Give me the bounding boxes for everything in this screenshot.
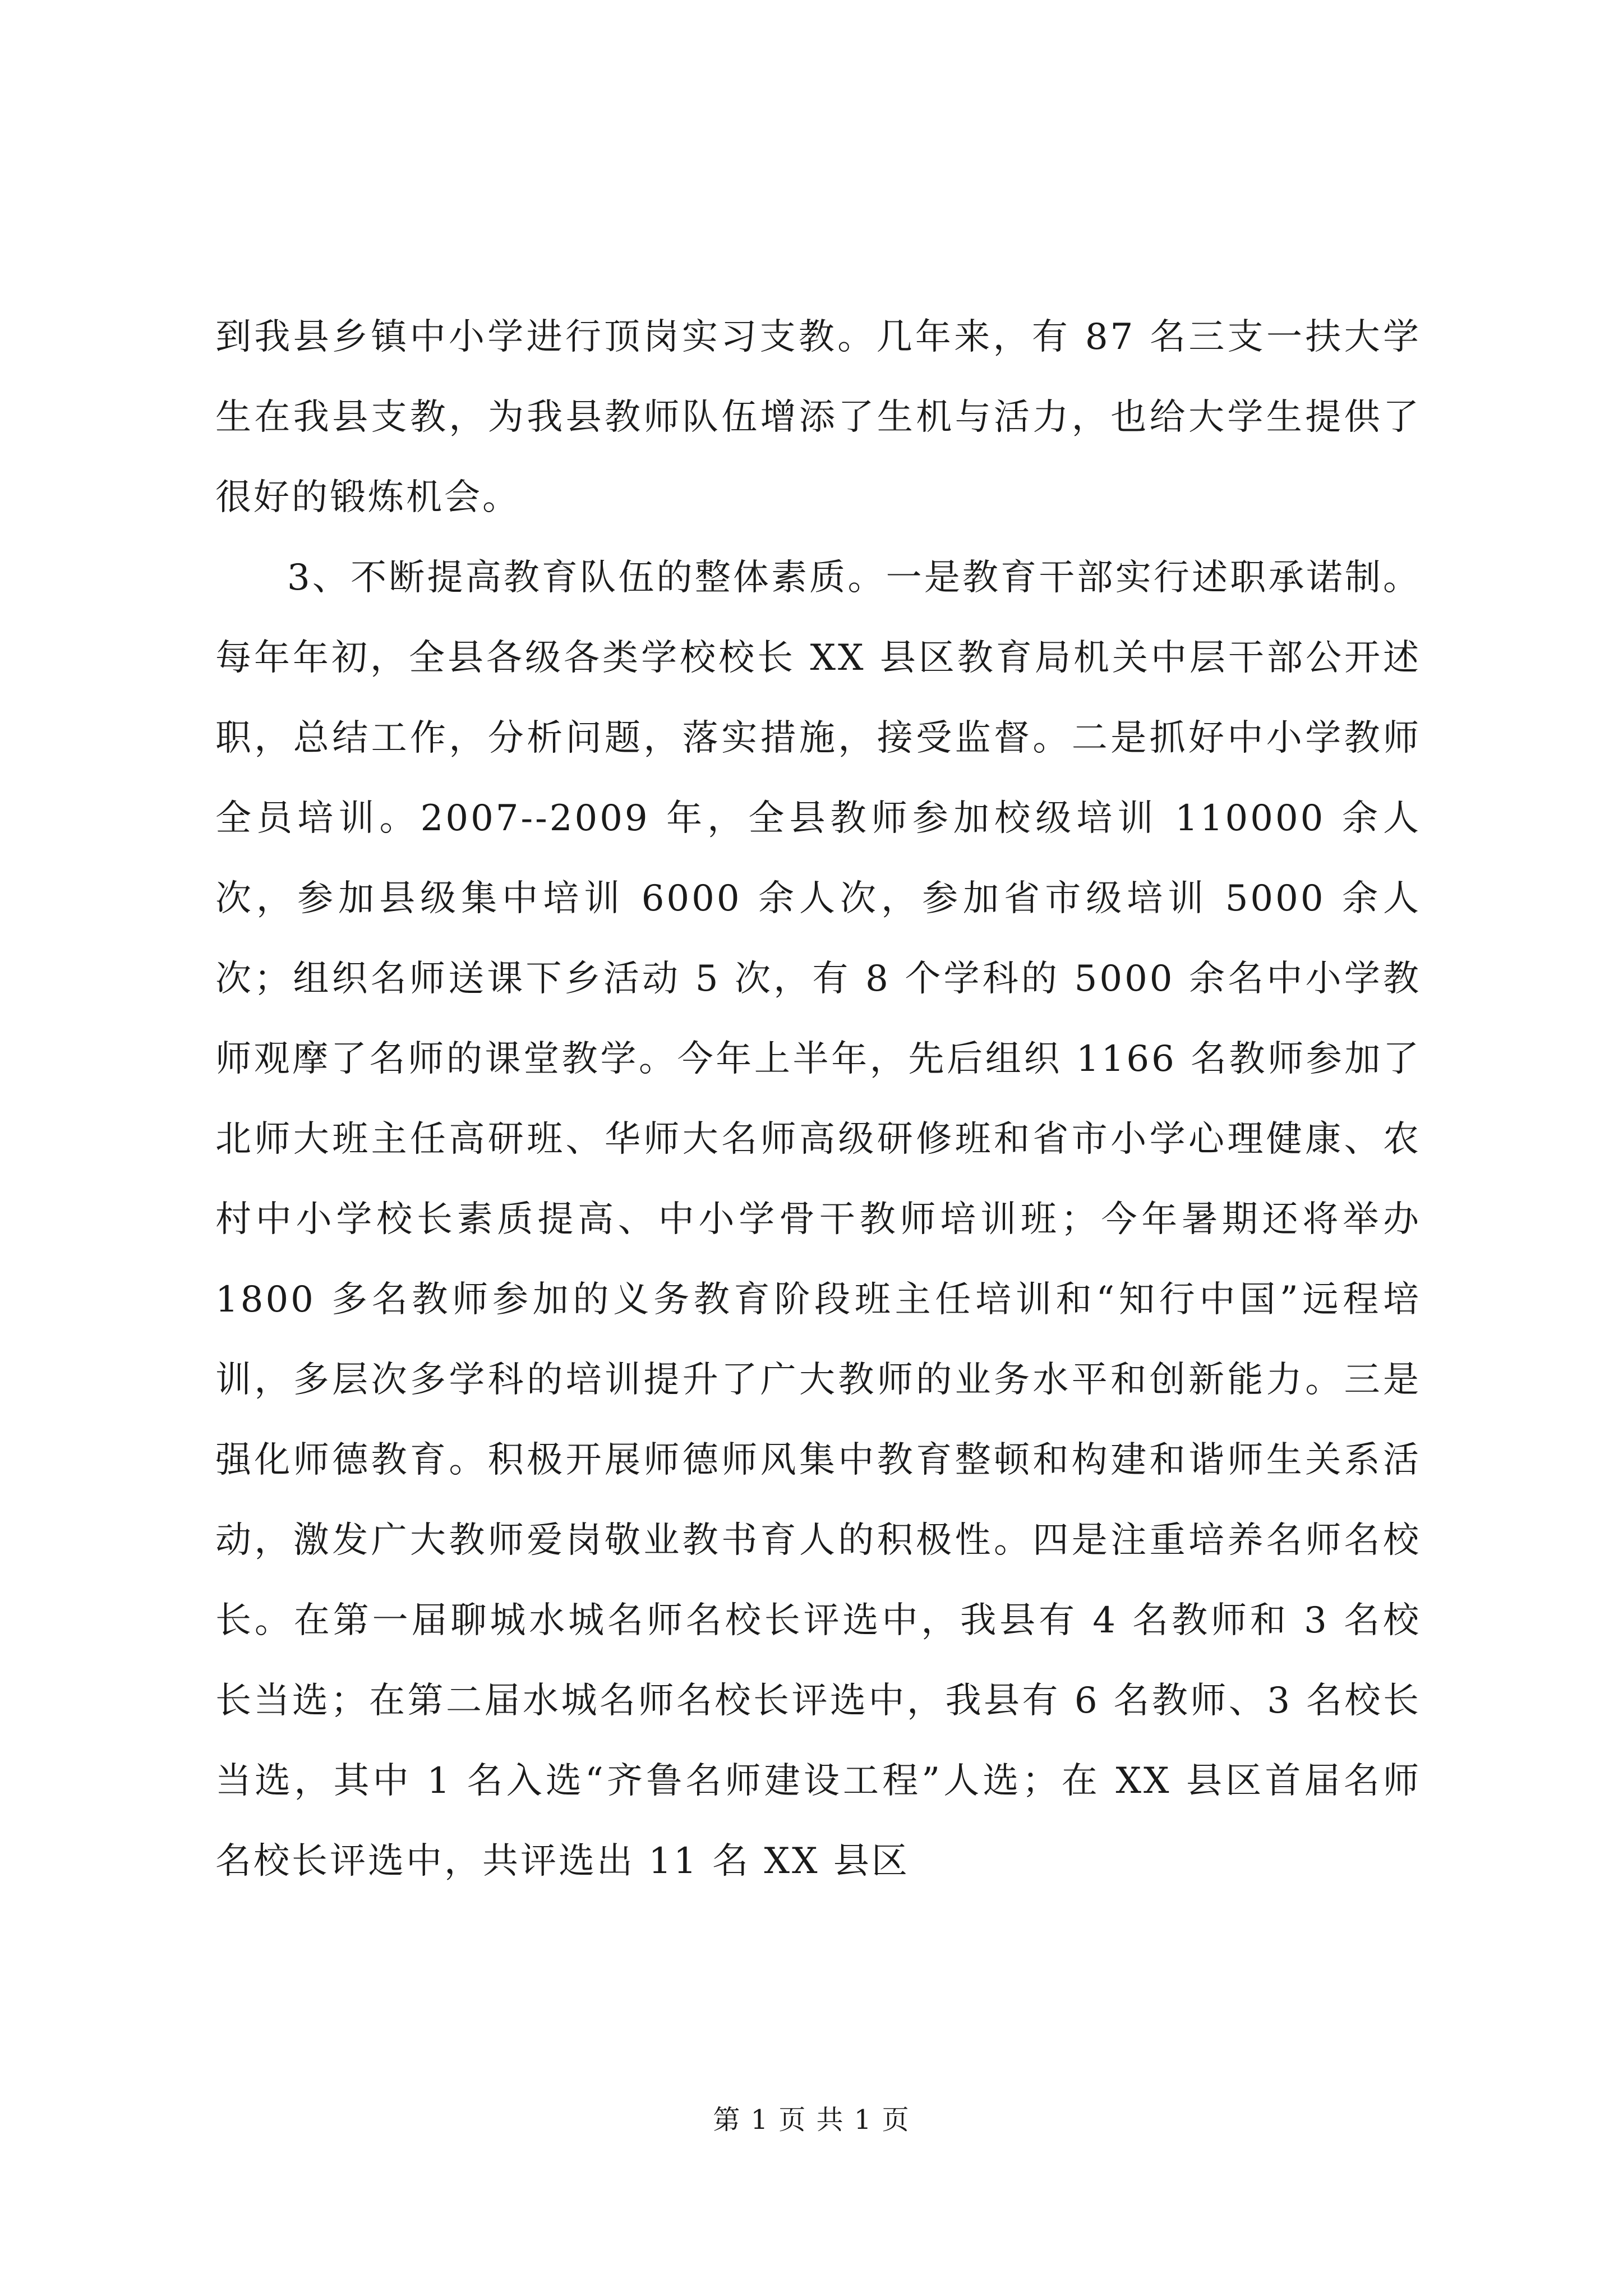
paragraph-section-3: 3、不断提高教育队伍的整体素质。一是教育干部实行述职承诺制。每年年初，全县各级各类学校校长 XX 县区教育局机关中层干部公开述职，总结工作，分析问题，落实措施，接受监督。二是抓好中小学教师全员培训。2007--2009 年，全县教师参加校级培训 110000 余人次，参加县级集中培训 6000 余人次，参加省市级培训 5000 余人次；组织名师送课下乡活动 5 次，有 8 个学科的 5000 余名中小学教师观摩了名师的课堂教学。今年上半年，先后组织 1166 名教师参加了北师大班主任高研班、华师大名师高级研修班和省市小学心理健康、农村中小学校长素质提高、中小学骨干教师培训班；今年暑期还将举办 1800 多名教师参加的义务教育阶段班主任培训和“知行中国”远程培训，多层次多学科的培训提升了广大教师的业务水平和创新能力。三是强化师德教育。积极开展师德师风集中教育整顿和构建和谐师生关系活动，激发广大教师爱岗敬业教书育人的积极性。四是注重培养名师名校长。在第一届聊城水城名师名校长评选中，我县有 4 名教师和 3 名校长当选；在第二届水城名师名校长评选中，我县有 6 名教师、3 名校长当选，其中 1 名入选“齐鲁名师建设工程”人选；在 XX 县区首届名师名校长评选中，共评选出 11 名 XX 县区 (215, 557, 1421, 1882)
document-body (215, 297, 1421, 1902)
paragraph-continuation: 到我县乡镇中小学进行顶岗实习支教。几年来，有 87 名三支一扶大学生在我县支教，为我县教师队伍增添了生机与活力，也给大学生提供了很好的锻炼机会。 (215, 316, 1421, 518)
page-footer: 第 1 页 共 1 页 (713, 2104, 910, 2136)
